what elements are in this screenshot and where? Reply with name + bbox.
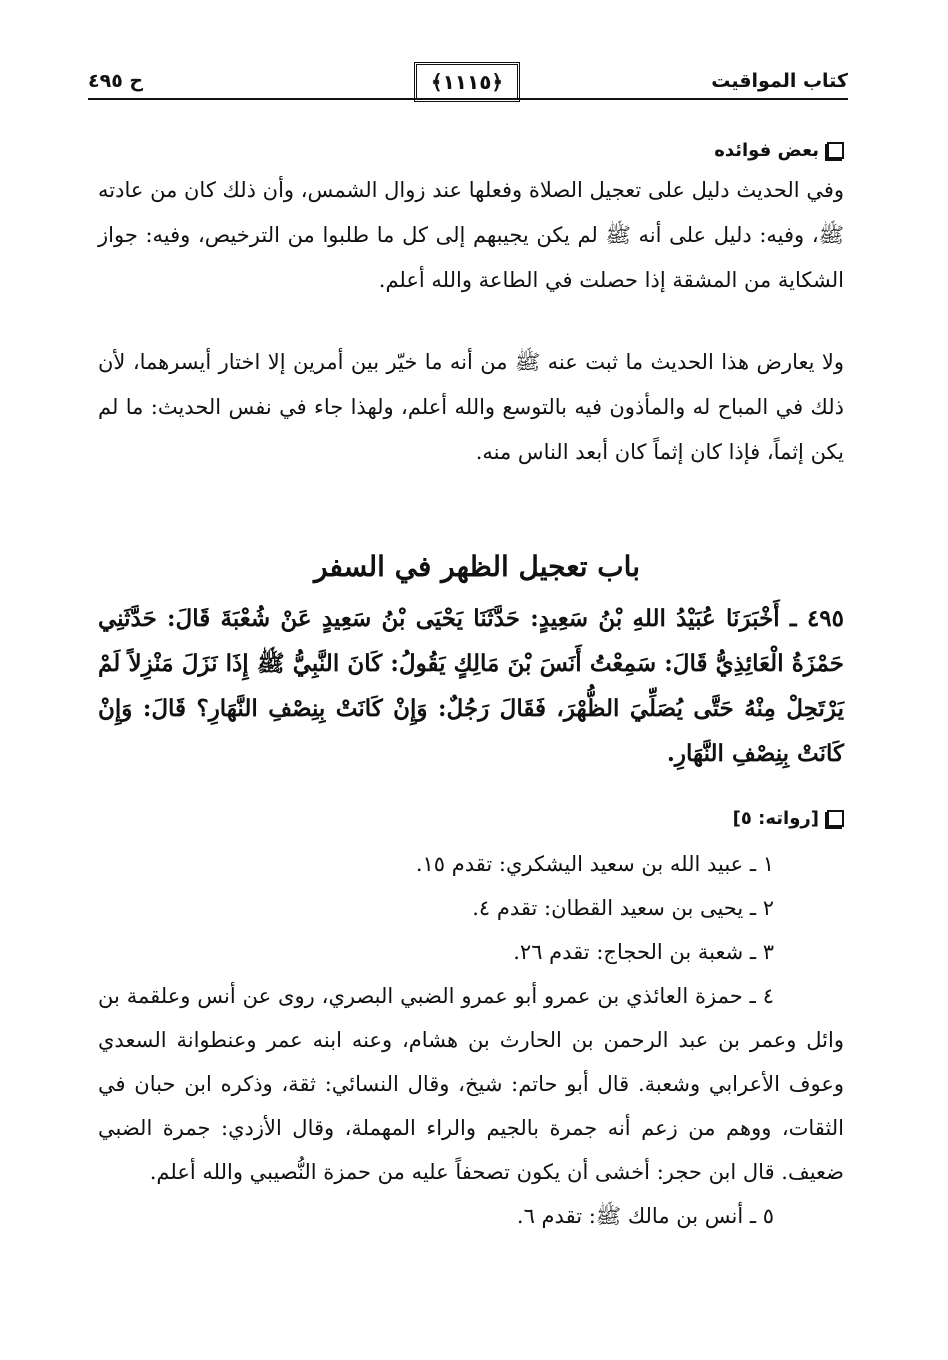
narrators-heading xyxy=(733,808,844,829)
benefits-paragraph-2: ولا يعارض هذا الحديث ما ثبت عنه ﷺ من أنه ما خيّر بين أمرين إلا اختار أيسرهما، لأن ذلك في المباح له والمأذون فيه بالتوسع والله أعلم، ولهذا جاء في نفس الحديث: ما لم يكن إثماً، فإذا كان إثماً كان أبعد الناس منه. xyxy=(98,350,844,464)
narrator-item: ٣ ـ شعبة بن الحجاج: تقدم ٢٦. xyxy=(513,940,774,964)
header-divider xyxy=(88,98,848,100)
page-number: ﴿١١١٥﴾ xyxy=(414,62,520,102)
narrator-item: ٥ ـ أنس بن مالك ﷺ: تقدم ٦. xyxy=(516,1204,774,1228)
benefits-heading xyxy=(714,140,844,161)
narrator-item: ٢ ـ يحيى بن سعيد القطان: تقدم ٤. xyxy=(472,896,774,920)
book-title: كتاب المواقيت xyxy=(711,70,848,92)
hadith-reference: ح ٤٩٥ xyxy=(88,70,144,92)
narrator-item: ١ ـ عبيد الله بن سعيد اليشكري: تقدم ١٥. xyxy=(415,852,774,876)
square-bullet-icon xyxy=(827,810,844,827)
hadith-text: ٤٩٥ ـ أَخْبَرَنَا عُبَيْدُ اللهِ بْنُ سَعِيدٍ: حَدَّثَنَا يَحْيَى بْنُ سَعِيدٍ عَنْ شُعْبَةَ قَالَ: حَدَّثَنِي حَمْزَةُ الْعَائِذِيُّ قَالَ: سَمِعْتُ أَنَسَ بْنَ مَالِكٍ يَقُولُ: كَانَ النَّبِيُّ ﷺ إِذَا نَزَلَ مَنْزِلاً لَمْ يَرْتَحِلْ مِنْهُ حَتَّى يُصَلِّيَ الظُّهْرَ، فَقَالَ رَجُلٌ: وَإِنْ كَانَتْ بِنِصْفِ النَّهَارِ؟ قَالَ: وَإِنْ كَانَتْ بِنِصْفِ النَّهَارِ. xyxy=(98,605,844,767)
square-bullet-icon xyxy=(827,142,844,159)
benefits-heading-text: بعض فوائده xyxy=(714,140,819,161)
page-header xyxy=(88,62,848,102)
narrators-heading-text: [رواته: ٥] xyxy=(732,808,819,829)
chapter-title: باب تعجيل الظهر في السفر xyxy=(314,550,640,583)
narrators-list xyxy=(98,842,844,1238)
narrator-item: ٤ ـ حمزة العائذي بن عمرو أبو عمرو الضبي البصري، روى عن أنس وعلقمة بن وائل وعمر بن عبد الرحمن بن الحارث بن هشام، وعنه ابنه عمر وعنطوانة السعدي وعوف الأعرابي وشعبة. قال أبو حاتم: شيخ، وقال النسائي: ثقة، وذكره ابن حبان في الثقات، ووهم من زعم أنه جمرة بالجيم والراء المهملة، وقال الأزدي: جمرة الضبي ضعيف. قال ابن حجر: أخشى أن يكون تصحفاً عليه من حمزة النُّصيبي والله أعلم. xyxy=(98,984,844,1184)
benefits-paragraph-1: وفي الحديث دليل على تعجيل الصلاة وفعلها عند زوال الشمس، وأن ذلك كان من عادته ﷺ، وفيه: دليل على أنه ﷺ لم يكن يجيبهم إلى كل ما طلبوا من الترخيص، وفيه: جواز الشكاية من المشقة إذا حصلت في الطاعة والله أعلم. xyxy=(98,178,844,292)
